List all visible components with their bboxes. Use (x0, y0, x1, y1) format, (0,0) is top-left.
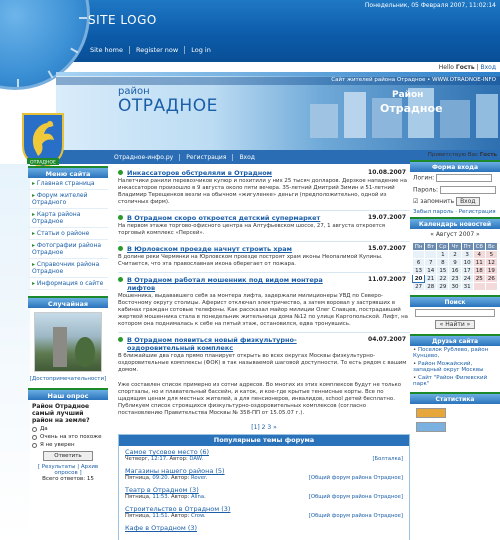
poll-total: Всего ответов: 15 (42, 476, 94, 482)
poll-option-label: Я не уверен (40, 442, 75, 448)
calendar-header: Календарь новостей (410, 217, 500, 229)
friend-link[interactable]: • Сайт "Район Филевский парк" (413, 375, 488, 387)
welcome-prefix: Приветствую Вас (427, 152, 479, 158)
menu-item-photos[interactable]: ▸ Фотографии района Отрадное (28, 240, 108, 259)
welcome-line (410, 150, 500, 160)
login-label: Логин: (413, 174, 435, 182)
calendar-day[interactable]: 31 (461, 283, 473, 291)
poll-option-yes[interactable] (32, 426, 104, 432)
random-photo[interactable] (34, 312, 102, 372)
forum-topic-title[interactable]: Кафе в Отрадном (3) (125, 524, 198, 532)
meta-author-link[interactable]: DAW (189, 456, 202, 462)
meta-time-link[interactable]: 09:20 (152, 475, 168, 481)
hello-prefix: Hello (438, 64, 454, 71)
menu-item-forum[interactable]: ▸ Форум жителей Отрадного (28, 190, 108, 209)
pager[interactable]: [1] 2 3 » (251, 424, 277, 431)
forum-topic (119, 484, 409, 503)
forum-topic-meta: Пятница, 11:53. Автор: Alina. (125, 494, 206, 500)
weekday: Чт (449, 243, 461, 251)
poll-question: Район Отрадное самый лучший район на земле? (32, 403, 90, 424)
article-title[interactable]: Инкассаторов обстреляли в Отрадном (118, 169, 323, 177)
hello-exit-link[interactable]: Вход (480, 64, 496, 71)
friend-link-text[interactable]: Поселок Рублево, район Кунцево, (413, 347, 489, 359)
poll-option-label: Очень на это похоже (40, 434, 102, 440)
calendar-day[interactable]: 2 (449, 251, 461, 259)
forum-topic-meta: Пятница, 09:20. Автор: Rover. (125, 475, 208, 481)
calendar-day[interactable]: 3 (461, 251, 473, 259)
remember-row: ☑ запомнить Вход (410, 196, 500, 207)
photo-header: Случайная (28, 296, 108, 308)
poll-option-likely[interactable] (32, 434, 104, 440)
calendar-day[interactable] (473, 283, 485, 291)
calendar-day[interactable]: 26 (485, 275, 497, 283)
calendar-day[interactable]: 21 (425, 275, 437, 283)
radio-icon[interactable] (32, 435, 37, 440)
meta-day: Пятница, (125, 513, 151, 519)
article-body: В ближайшие два года прямо планирует открыть во всех округах Москвы физкультурно-оздоровительные комплексы (ФОК) в так называемой шаговой доступности. То есть рядом с вашим домом. (118, 353, 407, 373)
article-date: 15.07.2007 (368, 245, 406, 252)
weekday: Сб (473, 243, 485, 251)
forum-topic-meta: Пятница, 11:51. Автор: Crow. (125, 513, 206, 519)
search-button[interactable]: « Найти » (435, 320, 476, 329)
article-date: 19.07.2007 (368, 214, 406, 221)
counter-badge[interactable] (416, 408, 446, 418)
banner-rayon: район (118, 86, 150, 97)
remember-checkbox[interactable]: запомнить (420, 198, 455, 205)
site-logo[interactable]: SITE LOGO (88, 13, 157, 27)
calendar-day[interactable]: 19 (485, 267, 497, 275)
calendar-day[interactable]: 25 (473, 275, 485, 283)
article-extra-text: Уже составлен список примерно из сотни адресов. Во многих из этих комплексов будут не только спортзалы, но и плавательный бассейн, и каток, и кое-где крытые теннисные корты. Все по щадящим ценам для местных жителей, а для пенсионеров, инвалидов, school детей бесплатно. Публикуем список строящихся физкультурно-оздоровительных комплексов (согласно постановлению Правительства Москвы № 358-ПП от 15.05.07 г.). (118, 382, 402, 416)
calendar-day[interactable]: 17 (461, 267, 473, 275)
calendar-day[interactable]: 10 (461, 259, 473, 267)
district-emblem (20, 112, 66, 168)
weekday: Пн (413, 243, 425, 251)
forum-topic-meta: Четверг, 12:17. Автор: DAW. (125, 456, 204, 462)
calendar-day[interactable]: 9 (449, 259, 461, 267)
weekday: Вт (425, 243, 437, 251)
article-title[interactable]: В Юрловском проезде начнут строить храм (118, 245, 323, 253)
forum-topic-title[interactable]: Театр в Отрадном (3) (125, 486, 199, 494)
hello-line: Hello Гость | Вход (438, 64, 496, 71)
article-body: На первом этаже торгово-офисного центра на Алтуфьевском шоссе, 27, 1 августа откроется торговый комплекс «Персей». (118, 223, 386, 236)
poll (28, 400, 108, 485)
calendar-day[interactable] (425, 251, 437, 259)
forum-topics (118, 434, 410, 540)
poll-header: Наш опрос (28, 388, 108, 400)
forum-topic-title[interactable]: Строительство в Отрадном (3) (125, 505, 231, 513)
login-header: Форма входа (410, 160, 500, 172)
meta-author-link[interactable]: Alina (190, 494, 205, 500)
article-title[interactable]: В Отрадном скоро откроется детский супермаркет (118, 214, 323, 222)
article-date: 11.07.2007 (368, 276, 406, 283)
banner-rayon-white: Район (392, 90, 424, 100)
menu-item-directory[interactable]: ▸ Справочник района Отрадное (28, 259, 108, 278)
poll-option-unsure[interactable] (32, 442, 104, 448)
article (118, 273, 410, 333)
forum-topic (119, 465, 409, 484)
forum-topic (119, 503, 409, 522)
meta-author-link[interactable]: Crow (190, 513, 204, 519)
forum-topic (119, 446, 409, 465)
forum-topic-title[interactable]: Магазины нашего района (5) (125, 467, 225, 475)
meta-time-link[interactable]: 12:17 (150, 456, 167, 462)
meta-time-link[interactable]: 11:53 (152, 494, 168, 500)
article (118, 333, 410, 378)
banner-title: ОТРАДНОЕ (118, 96, 218, 116)
article-date: 04.07.2007 (368, 336, 406, 343)
calendar-day[interactable]: 18 (473, 267, 485, 275)
nav-site-home[interactable]: Site home (90, 46, 123, 54)
calendar-day[interactable]: 4 (473, 251, 485, 259)
search-button-row (410, 319, 500, 330)
article-body: В долине реки Чермянки на Юрловском проезде построят храм иконы Неопалимой Купины. Считается, что эта православная икона оберегает от пожара. (118, 254, 383, 267)
article-body: Мошенника, выдававшего себя за монтера лифта, задержали милиционеры УВД по Северо-Восточному округу столицы. Аферист отключал электричество, а затем воровал у застрявших в кабинах граждан сотовые телефоны. Как рассказал майор милиции Олег Славцев, пострадавший жертвой мошенника стала в понедельник жительница дома №12 по улице Каргопольской. Лифт, на котором она поднималась к себе на пятый этаж, остановился, едва тронувшись. (118, 293, 408, 327)
calendar-day[interactable]: 1 (437, 251, 449, 259)
menu-item-articles[interactable]: ▸ Статьи о районе (28, 228, 108, 240)
forum-topic-section[interactable]: [Общий форум района Отрадное] (308, 513, 403, 519)
photo-tower (53, 327, 67, 367)
bnav-register[interactable]: Регистрация (179, 154, 232, 161)
poll-links[interactable]: [ Результаты | Архив опросов ] (37, 464, 99, 476)
calendar-day[interactable]: 6 (413, 259, 425, 267)
meta-author-link[interactable]: Rover (190, 475, 206, 481)
forgot-link[interactable]: Забыл пароль (413, 209, 454, 215)
calendar-day[interactable]: 14 (425, 267, 437, 275)
search-input[interactable] (415, 309, 495, 317)
calendar-table (412, 242, 498, 291)
search-row (410, 307, 500, 319)
password-row (410, 184, 500, 196)
calendar-day[interactable] (413, 251, 425, 259)
calendar-day[interactable]: 28 (425, 283, 437, 291)
calendar-day[interactable]: 22 (437, 275, 449, 283)
radio-icon[interactable] (32, 427, 37, 432)
stats-header: Статистика (410, 392, 500, 404)
article-title[interactable]: В Отрадном появиться новый физкультурно-оздоровительный комплекс (118, 336, 323, 352)
banner-title-white: Отрадное (380, 102, 443, 115)
menu-item-info[interactable]: ▸ Информация о сайте (28, 278, 108, 290)
friends-header: Друзья сайта (410, 334, 500, 346)
calendar-day[interactable]: 20 (413, 275, 425, 283)
calendar-month[interactable]: « Август 2007 » (430, 231, 480, 238)
friend-link[interactable]: • Поселок Рублево, район Кунцево, (413, 347, 489, 359)
password-label: Пароль: (413, 186, 439, 194)
site-menu (28, 178, 108, 290)
nav-login[interactable]: Log in (184, 46, 217, 54)
password-input[interactable] (440, 186, 496, 194)
search-header: Поиск (410, 295, 500, 307)
poll-answer-button[interactable]: Ответить (43, 451, 93, 461)
forum-topic-section[interactable]: [Болталка] (372, 456, 403, 462)
forum-topic (119, 522, 409, 540)
main-content (118, 166, 410, 540)
article (118, 211, 410, 242)
forum-topic-section[interactable]: [Общий форум района Отрадное] (308, 494, 403, 500)
counter-badge[interactable] (416, 422, 446, 432)
left-decoration (0, 164, 30, 540)
weekday: Пт (461, 243, 473, 251)
article (118, 242, 410, 273)
calendar-day[interactable]: 13 (413, 267, 425, 275)
calendar-day[interactable]: 23 (449, 275, 461, 283)
forum-topic-section[interactable]: [Общий форум района Отрадное] (308, 475, 403, 481)
bnav-login[interactable]: Вход (232, 154, 261, 161)
date-time: Понедельник, 05 Февраля 2007, 11:02:14 (364, 2, 496, 9)
banner-tagline: Сайт жителей района Отрадное • WWW.OTRADNOE-INFO (56, 77, 500, 85)
calendar-day[interactable]: 5 (485, 251, 497, 259)
register-link[interactable]: Регистрация (458, 209, 496, 215)
bnav-home[interactable]: Отрадное-инфо.ру (114, 153, 174, 161)
login-links: Забыл пароль · Регистрация (413, 209, 496, 215)
meta-day: Пятница, (125, 475, 151, 481)
calendar-day[interactable]: 27 (413, 283, 425, 291)
calendar-day[interactable]: 29 (437, 283, 449, 291)
calendar-day[interactable]: 12 (485, 259, 497, 267)
login-button[interactable]: Вход (456, 197, 480, 206)
article-body: Налетчики ранили перевозчиков купюр и похитили у них 25 тысяч долларов. Дерзкое нападение на инкассаторов произошло в 9 августа около пяти вечера. 35-летний Дмитрий Зимин и 51-летний Владимир Терещенков везли на обычном «жигуленке» деньги (предположительно, одной из столичных фирм). (118, 178, 408, 205)
nav-register[interactable]: Register now (129, 46, 184, 54)
forum-topic-title[interactable]: Самое тусовое место (6) (125, 448, 210, 456)
calendar-day[interactable]: 8 (437, 259, 449, 267)
welcome-user: Гость (479, 152, 497, 158)
calendar-day[interactable]: 30 (449, 283, 461, 291)
meta-day: Четверг, (125, 456, 150, 462)
article-date: 10.08.2007 (368, 169, 406, 176)
top-nav (84, 40, 217, 60)
weekday: Вс (485, 243, 497, 251)
login-input[interactable] (436, 174, 492, 182)
menu-item-home[interactable]: ▸ Главная страница (28, 178, 108, 190)
meta-time-link[interactable]: 11:51 (152, 513, 168, 519)
login-row (410, 172, 500, 184)
calendar-day[interactable]: 7 (425, 259, 437, 267)
radio-icon[interactable] (32, 443, 37, 448)
photo-tree (75, 337, 95, 367)
calendar-day[interactable]: 16 (449, 267, 461, 275)
meta-day: Пятница, (125, 494, 151, 500)
article-title[interactable]: В Отрадном работал мошенник под видом монтера лифтов (118, 276, 323, 292)
calendar-day[interactable] (485, 283, 497, 291)
calendar-day[interactable]: 15 (437, 267, 449, 275)
calendar-day[interactable]: 24 (461, 275, 473, 283)
friend-link-text[interactable]: Сайт "Район Филевский парк" (413, 375, 488, 387)
menu-header: Меню сайта (28, 166, 108, 178)
poll-option-label: Да (40, 426, 48, 432)
photo-caption[interactable]: [Достопримечательности] (29, 376, 107, 382)
friend-link-text[interactable]: Район Можайский, западный округ Москвы (413, 361, 484, 373)
calendar-day[interactable]: 11 (473, 259, 485, 267)
hello-user: Гость (455, 64, 475, 71)
article (118, 166, 410, 211)
friend-link[interactable]: • Район Можайский, западный округ Москвы (413, 361, 484, 373)
weekday: Ср (437, 243, 449, 251)
menu-item-map[interactable]: ▸ Карта района Отрадное (28, 209, 108, 228)
right-column (410, 150, 500, 432)
forum-header: Популярные темы форума (119, 435, 409, 446)
left-column (28, 166, 108, 485)
emblem-caption: ОТРАДНОЕ (30, 160, 56, 166)
